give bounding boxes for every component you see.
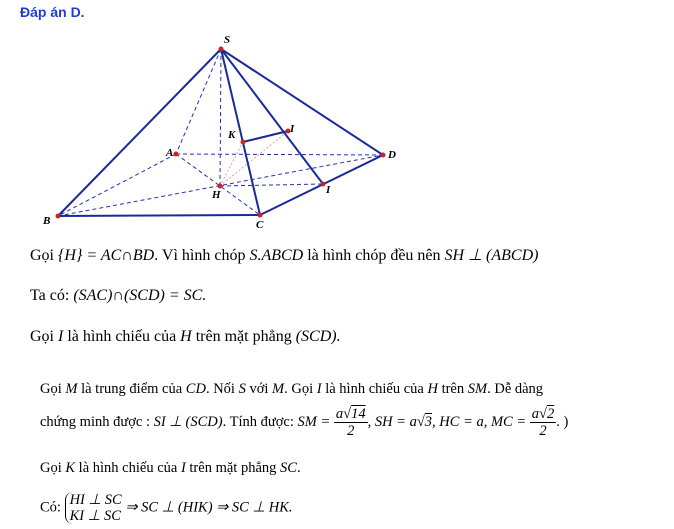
answer-heading: Đáp án D. <box>20 4 85 20</box>
edge-BC <box>58 215 260 216</box>
label-B: B <box>43 215 51 227</box>
fraction-mc: $\frac{a√2}{2}$ <box>531 406 555 439</box>
text-line-6: Gọi K là hình chiếu của I trên mặt phẳng SC. <box>40 460 301 476</box>
label-H: H <box>212 189 221 201</box>
label-D: D <box>388 149 396 161</box>
edge-AD <box>176 154 383 155</box>
label-A: A <box>166 147 174 159</box>
label-S: S <box>224 34 231 46</box>
label-I-bottom: I <box>326 184 331 196</box>
text-line-2: Ta có: (SAC)∩(SCD) = SC. <box>30 287 207 304</box>
seg-HK <box>220 142 243 186</box>
seg-KI <box>243 131 288 142</box>
text-line-4: Gọi M là trung điểm của CD. Nối S với M. Gọi I là hình chiếu của H trên SM. Dễ dàng <box>40 381 544 397</box>
edge-SD <box>221 49 383 155</box>
text-line-7: Có: HI ⊥ SC KI ⊥ SC ⇒ SC ⊥ (HIK) ⇒ SC ⊥ HK. <box>40 492 293 524</box>
edge-SH <box>220 49 221 186</box>
text-line-5: chứng minh được : SI ⊥ (SCD). Tính được: SM = $\frac{a√14}{2}$ , SH = a√3, HC = a, MC = $\frac{a√2}{2}$ . ) <box>40 406 569 439</box>
fraction-sm: $\frac{a√14}{2}$ <box>335 406 366 439</box>
label-C: C <box>256 219 264 231</box>
label-I-top: I <box>290 123 295 135</box>
edge-SA <box>176 49 221 154</box>
edge-AB <box>58 154 176 216</box>
label-K: K <box>228 129 236 141</box>
equation-system: HI ⊥ SC KI ⊥ SC <box>65 492 122 524</box>
edge-SB <box>58 49 221 216</box>
text-line-1: Gọi {H} = AC∩BD. Vì hình chóp S.ABCD là hình chóp đều nên SH ⊥ (ABCD) <box>30 247 539 264</box>
pyramid-figure <box>0 0 674 235</box>
text-line-3: Gọi I là hình chiếu của H trên mặt phẳng (SCD). <box>30 328 341 345</box>
seg-HI <box>220 184 323 186</box>
